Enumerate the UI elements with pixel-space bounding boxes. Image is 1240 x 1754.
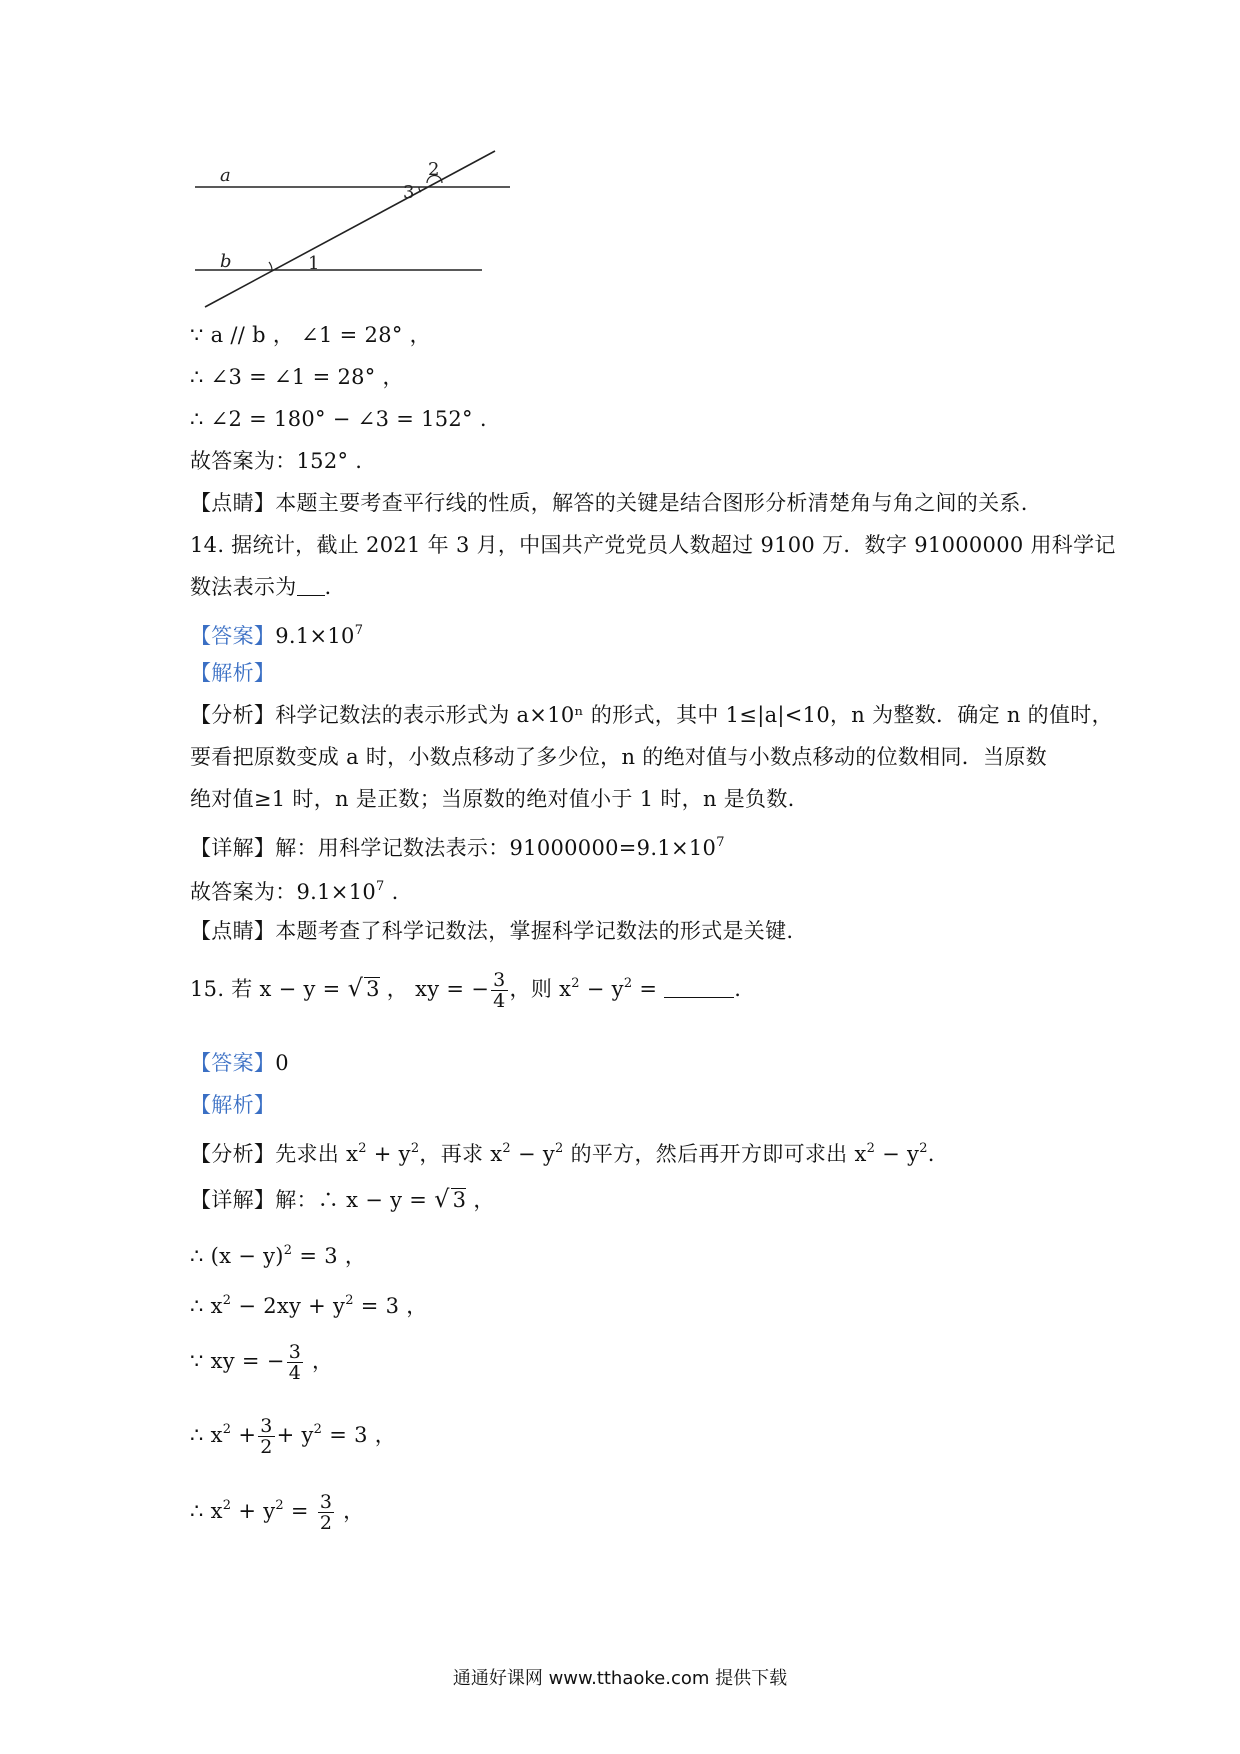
q15-step-2: ∴ $(x - y)^2 = 3$ ， — [190, 1243, 367, 1268]
q14-xiangjie: 【详解】解：用科学记数法表示：$91000000=9.1\times 10^7$ — [190, 835, 725, 860]
q14-stem-line-1: 14. 据统计，截止 2021 年 3 月，中国共产党党员人数超过 9100 万．数字 91000000 用科学记 — [190, 533, 1116, 557]
label-b: b — [220, 251, 232, 272]
q15-fenxi: 【分析】先求出 $x^2 + y^2$，再求 $x^2 - y^2$ 的平方，然后再开方即可求出 $x^2 - y^2$. — [190, 1141, 935, 1166]
label-3: 3 — [403, 182, 415, 203]
q15-step-1: 【详解】解：∴ x − y = √ 3 ， — [190, 1185, 495, 1213]
label-a: a — [220, 165, 231, 186]
q15-stem: 15. 若 x − y = √ 3 ， xy = − $\frac{3}{4}$ ，则 $x^2 - y^2$ = . — [190, 969, 742, 1012]
q13-line-2: ∴ ∠3 = ∠1 = 28° ， — [190, 365, 404, 389]
angle-1-arc — [269, 262, 272, 270]
q13-line-4: 故答案为：152° . — [190, 449, 363, 473]
q13-line-3: ∴ ∠2 = 180° − ∠3 = 152° . — [190, 407, 487, 431]
q15-step-6: ∴ $x^2 + y^2$ = $\frac{3}{2}$ ， — [190, 1491, 365, 1534]
q13-dianjing: 【点睛】本题主要考查平行线的性质，解答的关键是结合图形分析清楚角与角之间的关系. — [190, 491, 1028, 515]
q13-line-1: ∵ a // b ， ∠1 = 28° ， — [190, 323, 431, 347]
q14-fenxi-line-2: 要看把原数变成 a 时，小数点移动了多少位，n 的绝对值与小数点移动的位数相同．当原数 — [190, 745, 1047, 769]
page-footer: 通通好课网 www.tthaoke.com 提供下载 — [452, 1668, 788, 1689]
q14-answer-line: 故答案为：$9.1\times 10^7$ . — [190, 879, 399, 904]
q15-step-3: ∴ $x^2 - 2xy + y^2 = 3$ ， — [190, 1293, 428, 1318]
answer-blank — [297, 577, 325, 596]
q14-jiexi: 【解析】 — [190, 661, 276, 685]
q15-answer: 【答案】0 — [190, 1051, 289, 1075]
q15-step-5: ∴ $x^2$ + $\frac{3}{2}$ + $y^2 = 3$ ， — [190, 1415, 397, 1458]
q14-stem-line-2: 数法表示为 . — [190, 575, 332, 599]
q14-dianjing: 【点睛】本题考查了科学记数法，掌握科学记数法的形式是关键. — [190, 919, 794, 943]
label-1: 1 — [308, 253, 320, 274]
q15-jiexi: 【解析】 — [190, 1093, 276, 1117]
parallel-lines-figure — [190, 145, 520, 315]
q15-step-4: ∵ xy = − $\frac{3}{4}$ ， — [190, 1341, 334, 1384]
transversal — [205, 151, 495, 307]
q14-answer: 【答案】$9.1\times 10^7$ — [190, 623, 364, 648]
fraction: $\frac{3}{4}$ — [493, 969, 506, 1012]
answer-blank — [664, 979, 734, 998]
label-2: 2 — [428, 159, 440, 180]
parallel-lines-diagram — [190, 145, 520, 315]
answer-tag: 【答案】 — [190, 624, 276, 648]
q14-fenxi-line-3: 绝对值≥1 时，n 是正数；当原数的绝对值小于 1 时，n 是负数. — [190, 787, 795, 811]
answer-tag: 【答案】 — [190, 1051, 276, 1075]
q14-fenxi-line-1: 【分析】科学记数法的表示形式为 a×10ⁿ 的形式，其中 1≤|a|<10，n 为整数．确定 n 的值时， — [190, 703, 1113, 727]
